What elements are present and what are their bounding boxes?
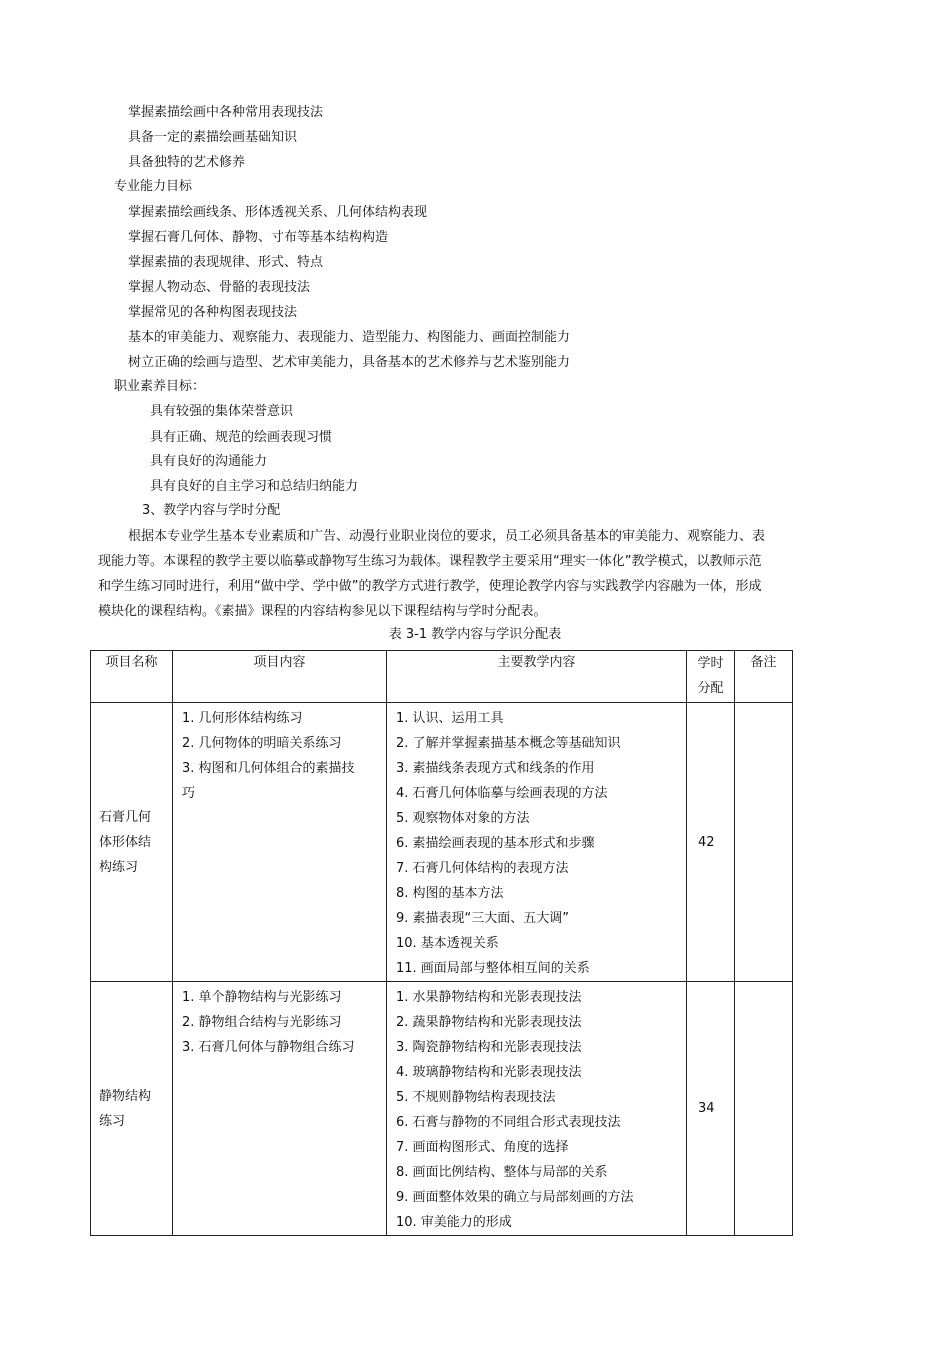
header-name: 项目名称: [91, 651, 173, 703]
project-name-cell: [91, 982, 173, 1236]
project-content-cell: [173, 982, 387, 1236]
goal-line: 树立正确的绘画与造型、艺术审美能力，具备基本的艺术修养与艺术鉴别能力: [128, 355, 571, 370]
header-hours: [687, 651, 735, 703]
list-item: 1. 几何形体结构练习: [182, 711, 303, 726]
list-item: 3. 陶瓷静物结构和光影表现技法: [396, 1040, 582, 1055]
project-name-line: 练习: [99, 1113, 126, 1129]
list-item: 9. 画面整体效果的确立与局部刻画的方法: [396, 1190, 634, 1205]
list-item: 2. 了解并掌握素描基本概念等基础知识: [396, 736, 621, 751]
goal-line: 具有正确、规范的绘画表现习惯: [150, 430, 333, 445]
list-item: 11. 画面局部与整体相互间的关系: [396, 961, 590, 976]
list-item: 4. 石膏几何体临摹与绘画表现的方法: [396, 786, 608, 801]
list-item: 9. 素描表现“三大面、五大调”: [396, 911, 570, 926]
project-content-cell: [173, 703, 387, 982]
goal-line: 基本的审美能力、观察能力、表现能力、造型能力、构图能力、画面控制能力: [128, 330, 571, 345]
goal-line: 掌握人物动态、骨骼的表现技法: [128, 280, 311, 295]
list-item: 10. 基本透视关系: [396, 936, 499, 951]
table-row: [91, 703, 793, 982]
section-heading-professional: 专业能力目标: [114, 179, 193, 194]
body-paragraph: 根据本专业学生基本专业素质和广告、动漫行业职业岗位的要求，员工必须具备基本的审美能力、观察能力、表现能力等。本课程的教学主要以临摹或静物写生练习为载体。课程教学主要采用“理实一体化”教学模式，以教师示范和学生练习同时进行，利用“做中学、学中做”的教学方式进行教学，使理论教学内容与实践教学内容融为一体，形成模块化的课程结构。《素描》课程的内容结构参见以下课程结构与学时分配表。: [98, 529, 766, 619]
list-item: 2. 几何物体的明暗关系练习: [182, 736, 342, 751]
list-item: 10. 审美能力的形成: [396, 1215, 512, 1230]
table-row: [91, 982, 793, 1236]
goal-line: 具有良好的沟通能力: [150, 454, 268, 469]
goal-line: 掌握石膏几何体、静物、寸布等基本结构构造: [128, 230, 389, 245]
list-item: 6. 石膏与静物的不同组合形式表现技法: [396, 1115, 621, 1130]
list-item: 8. 画面比例结构、整体与局部的关系: [396, 1165, 608, 1180]
list-item: 7. 画面构图形式、角度的选择: [396, 1140, 569, 1155]
list-item: 8. 构图的基本方法: [396, 886, 504, 901]
notes-cell: [735, 982, 793, 1236]
header-hours-line2: 分配: [697, 681, 724, 696]
project-content-list: [173, 703, 355, 806]
list-item: 1. 水果静物结构和光影表现技法: [396, 990, 582, 1005]
list-item: 3. 构图和几何体组合的素描技巧: [182, 761, 355, 801]
goal-line: 掌握素描的表现规律、形式、特点: [128, 255, 324, 270]
main-content-cell: [387, 982, 687, 1236]
main-content-cell: [387, 703, 687, 982]
goal-line: 具有良好的自主学习和总结归纳能力: [150, 479, 359, 494]
section3-heading: 3、教学内容与学时分配: [142, 503, 281, 518]
project-name-line: 石膏几何: [99, 809, 152, 825]
goal-line: 掌握素描绘画中各种常用表现技法: [128, 105, 324, 120]
header-content: 项目内容: [173, 651, 387, 703]
list-item: 4. 玻璃静物结构和光影表现技法: [396, 1065, 582, 1080]
list-item: 5. 不规则静物结构表现技法: [396, 1090, 556, 1105]
goal-line: 具备一定的素描绘画基础知识: [128, 130, 298, 145]
table-caption: 表 3-1 教学内容与学识分配表: [388, 627, 562, 642]
project-name-line: 体形体结: [99, 834, 152, 850]
goal-line: 具有较强的集体荣誉意识: [150, 404, 294, 419]
project-name-line: 构练习: [99, 859, 139, 875]
list-item: 1. 单个静物结构与光影练习: [182, 990, 342, 1005]
project-content-list: [173, 982, 355, 1060]
list-item: 2. 蔬果静物结构和光影表现技法: [396, 1015, 582, 1030]
list-item: 5. 观察物体对象的方法: [396, 811, 530, 826]
goal-line: 具备独特的艺术修养: [128, 155, 246, 170]
main-content-list: [387, 703, 686, 981]
project-name-cell: [91, 703, 173, 982]
header-hours-line1: 学时: [697, 656, 724, 671]
section-heading-quality: 职业素养目标：: [114, 379, 206, 394]
header-main: 主要教学内容: [387, 651, 687, 703]
schedule-table: [90, 650, 793, 1236]
list-item: 3. 石膏几何体与静物组合练习: [182, 1040, 355, 1055]
list-item: 7. 石膏几何体结构的表现方法: [396, 861, 569, 876]
project-name-line: 静物结构: [99, 1088, 152, 1104]
list-item: 2. 静物组合结构与光影练习: [182, 1015, 342, 1030]
table-header-row: [91, 651, 793, 703]
hours-cell: 42: [687, 703, 735, 982]
goal-line: 掌握常见的各种构图表现技法: [128, 305, 298, 320]
list-item: 6. 素描绘画表现的基本形式和步骤: [396, 836, 595, 851]
notes-cell: [735, 703, 793, 982]
goal-line: 掌握素描绘画线条、形体透视关系、几何体结构表现: [128, 205, 428, 220]
list-item: 3. 素描线条表现方式和线条的作用: [396, 761, 595, 776]
main-content-list: [387, 982, 686, 1235]
list-item: 1. 认识、运用工具: [396, 711, 504, 726]
hours-cell: 34: [687, 982, 735, 1236]
header-notes: 备注: [735, 651, 793, 703]
